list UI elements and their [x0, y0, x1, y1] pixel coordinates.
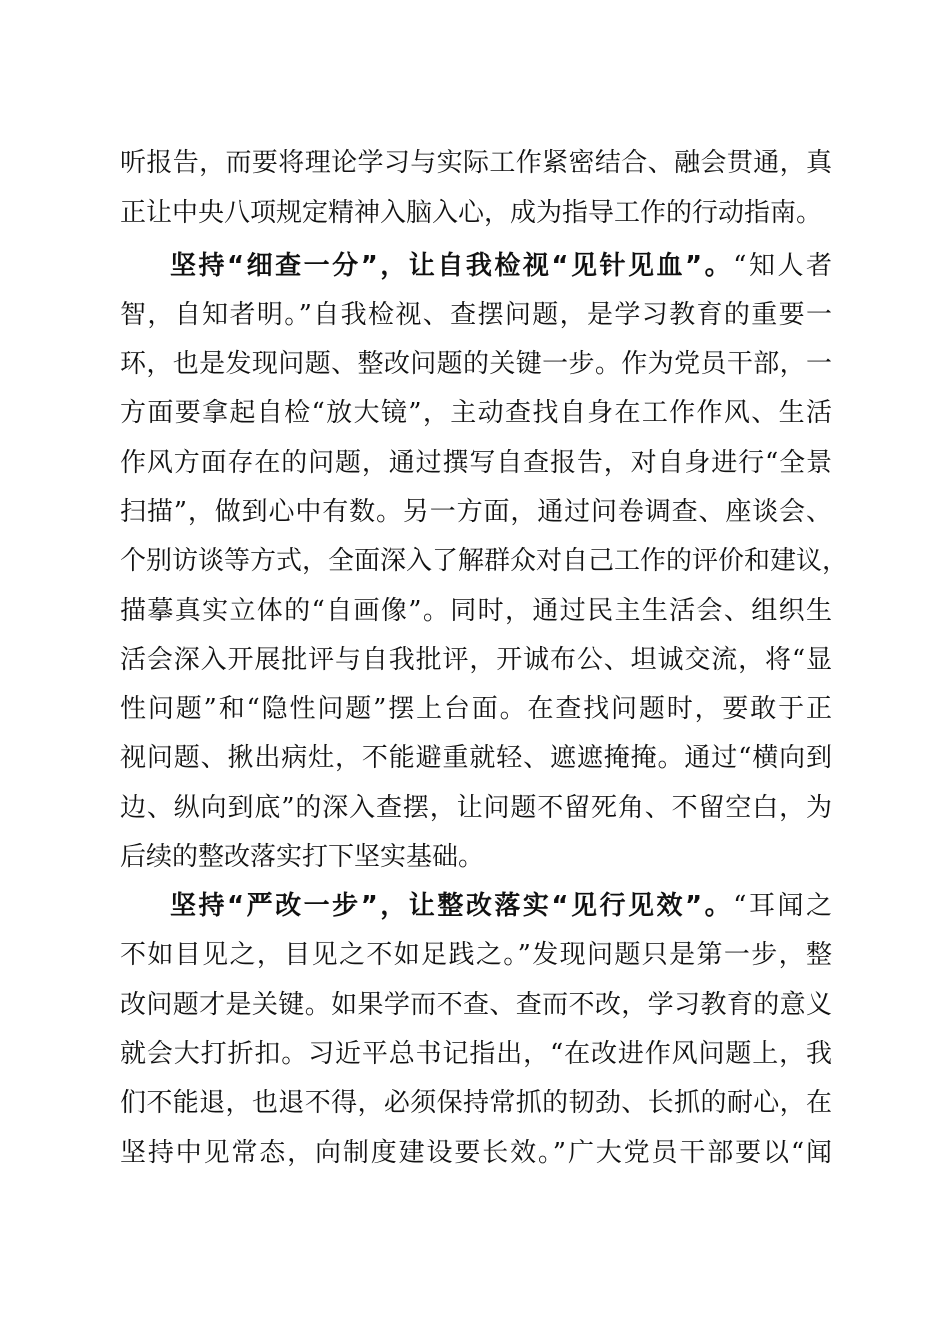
paragraph-2-line-12: 边、纵向到底”的深入查摆，让问题不留死角、不留空白，为: [120, 793, 832, 823]
paragraph-2-line-1: [170, 249, 832, 283]
paragraph-2-line-1-text: “知人者: [733, 251, 832, 281]
paragraph-3-line-1-text: “耳闻之: [733, 891, 832, 921]
paragraph-2-line-3: 环，也是发现问题、整改问题的关键一步。作为党员干部，一: [120, 349, 832, 379]
paragraph-1-line-2: 正让中央八项规定精神入脑入心，成为指导工作的行动指南。: [120, 198, 823, 228]
paragraph-2-heading: 坚持“细查一分”，让自我检视“见针见血”。: [170, 251, 734, 281]
paragraph-2-line-8: 描摹真实立体的“自画像”。同时，通过民主生活会、组织生: [120, 596, 832, 626]
paragraph-3-heading: 坚持“严改一步”，让整改落实“见行见效”。: [170, 891, 734, 921]
paragraph-3-line-6: 坚持中见常态，向制度建设要长效。”广大党员干部要以“闻: [120, 1138, 832, 1168]
paragraph-2-line-4: 方面要拿起自检“放大镜”，主动查找自身在工作作风、生活: [120, 398, 832, 428]
paragraph-3-line-5: 们不能退，也退不得，必须保持常抓的韧劲、长抓的耐心，在: [120, 1088, 832, 1118]
paragraph-1-line-1: 听报告，而要将理论学习与实际工作紧密结合、融会贯通，真: [120, 148, 832, 178]
paragraph-2-line-13: 后续的整改落实打下坚实基础。: [120, 842, 485, 872]
paragraph-2-line-5: 作风方面存在的问题，通过撰写自查报告，对自身进行“全景: [120, 448, 832, 478]
paragraph-2-line-9: 活会深入开展批评与自我批评，开诚布公、坦诚交流，将“显: [120, 645, 832, 675]
paragraph-3-line-2: 不如目见之，目见之不如足践之。”发现问题只是第一步，整: [120, 940, 832, 970]
paragraph-3-line-1: [170, 889, 832, 923]
paragraph-2-line-6: 扫描”，做到心中有数。另一方面，通过问卷调查、座谈会、: [120, 497, 832, 527]
paragraph-2-line-7: 个别访谈等方式，全面深入了解群众对自己工作的评价和建议，: [120, 546, 849, 576]
paragraph-2-line-2: 智，自知者明。”自我检视、查摆问题，是学习教育的重要一: [120, 300, 832, 330]
paragraph-2-line-10: 性问题”和“隐性问题”摆上台面。在查找问题时，要敢于正: [120, 694, 832, 724]
paragraph-2-line-11: 视问题、揪出病灶，不能避重就轻、遮遮掩掩。通过“横向到: [120, 743, 832, 773]
paragraph-3-line-3: 改问题才是关键。如果学而不查、查而不改，学习教育的意义: [120, 990, 832, 1020]
paragraph-3-line-4: 就会大打折扣。习近平总书记指出，“在改进作风问题上，我: [120, 1039, 832, 1069]
